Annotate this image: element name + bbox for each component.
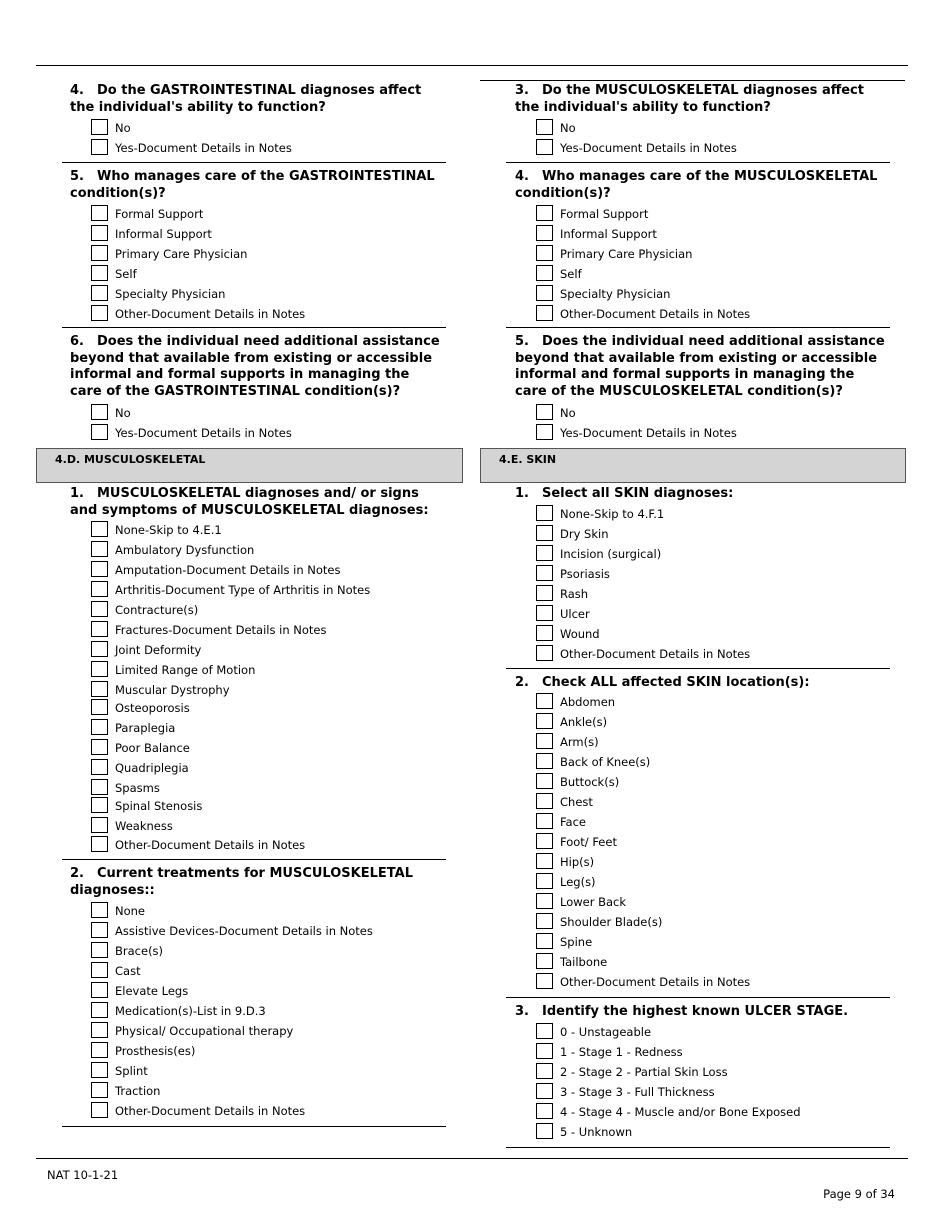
checkbox[interactable] bbox=[536, 1083, 553, 1099]
form-id: NAT 10-1-21 bbox=[47, 1168, 119, 1182]
checkbox[interactable] bbox=[91, 1082, 108, 1098]
checkbox[interactable] bbox=[91, 621, 108, 637]
checkbox[interactable] bbox=[91, 817, 108, 833]
gi-q5-question: 5. Who manages care of the GASTROINTESTINAL condition(s)? bbox=[70, 169, 435, 201]
checkbox[interactable] bbox=[536, 793, 553, 809]
msk-q3-question: 3. Do the MUSCULOSKELETAL diagnoses affect the individual's ability to function? bbox=[515, 83, 864, 115]
checkbox[interactable] bbox=[91, 942, 108, 958]
checkbox[interactable] bbox=[91, 982, 108, 998]
divider bbox=[506, 668, 890, 669]
checkbox[interactable] bbox=[91, 305, 108, 321]
checkbox[interactable] bbox=[536, 813, 553, 829]
divider bbox=[62, 327, 446, 328]
checkbox[interactable] bbox=[536, 1063, 553, 1079]
checkbox[interactable] bbox=[536, 424, 553, 440]
checkbox[interactable] bbox=[536, 305, 553, 321]
divider bbox=[62, 1126, 446, 1127]
checkbox[interactable] bbox=[536, 873, 553, 889]
checkbox[interactable] bbox=[536, 953, 553, 969]
checkbox[interactable] bbox=[536, 913, 553, 929]
divider bbox=[506, 162, 890, 163]
checkbox[interactable] bbox=[91, 779, 108, 795]
checkbox[interactable] bbox=[536, 693, 553, 709]
section-header-musculoskeletal: 4.D. MUSCULOSKELETAL bbox=[36, 448, 463, 483]
checkbox[interactable] bbox=[91, 285, 108, 301]
divider bbox=[506, 327, 890, 328]
checkbox[interactable] bbox=[536, 773, 553, 789]
checkbox[interactable] bbox=[536, 645, 553, 661]
checkbox[interactable] bbox=[91, 902, 108, 918]
checkbox[interactable] bbox=[91, 661, 108, 677]
checkbox[interactable] bbox=[536, 265, 553, 281]
checkbox[interactable] bbox=[91, 521, 108, 537]
checkbox[interactable] bbox=[536, 1023, 553, 1039]
msk-diagnoses-question: 1. MUSCULOSKELETAL diagnoses and/ or signs and symptoms of MUSCULOSKELETAL diagnoses: bbox=[70, 486, 429, 518]
checkbox[interactable] bbox=[91, 424, 108, 440]
checkbox[interactable] bbox=[91, 225, 108, 241]
checkbox[interactable] bbox=[91, 1062, 108, 1078]
divider bbox=[62, 859, 446, 860]
checkbox[interactable] bbox=[91, 119, 108, 135]
checkbox[interactable] bbox=[536, 505, 553, 521]
checkbox[interactable] bbox=[536, 713, 553, 729]
checkbox[interactable] bbox=[91, 581, 108, 597]
footer-rule bbox=[36, 1158, 908, 1159]
checkbox[interactable] bbox=[91, 561, 108, 577]
checkbox[interactable] bbox=[536, 833, 553, 849]
divider bbox=[506, 997, 890, 998]
checkbox[interactable] bbox=[91, 541, 108, 557]
checkbox[interactable] bbox=[536, 525, 553, 541]
checkbox[interactable] bbox=[91, 681, 108, 697]
msk-q5-question: 5. Does the individual need additional assistance beyond that available from existing or accessible informal and formal supports in managing the care of the MUSCULOSKELETAL condition(s)? bbox=[515, 334, 885, 399]
checkbox[interactable] bbox=[536, 245, 553, 261]
right-top-rule bbox=[480, 80, 905, 81]
checkbox[interactable] bbox=[536, 733, 553, 749]
checkbox[interactable] bbox=[91, 719, 108, 735]
checkbox[interactable] bbox=[91, 922, 108, 938]
skin-diagnoses-question: 1. Select all SKIN diagnoses: bbox=[515, 486, 734, 501]
checkbox[interactable] bbox=[536, 973, 553, 989]
checkbox[interactable] bbox=[91, 601, 108, 617]
checkbox[interactable] bbox=[536, 853, 553, 869]
checkbox[interactable] bbox=[91, 205, 108, 221]
checkbox[interactable] bbox=[91, 797, 108, 813]
checkbox[interactable] bbox=[536, 139, 553, 155]
checkbox[interactable] bbox=[536, 404, 553, 420]
checkbox[interactable] bbox=[91, 739, 108, 755]
checkbox[interactable] bbox=[91, 1042, 108, 1058]
divider bbox=[506, 1147, 890, 1148]
checkbox[interactable] bbox=[536, 225, 553, 241]
checkbox[interactable] bbox=[91, 245, 108, 261]
msk-q4-question: 4. Who manages care of the MUSCULOSKELETAL condition(s)? bbox=[515, 169, 878, 201]
checkbox[interactable] bbox=[536, 933, 553, 949]
checkbox[interactable] bbox=[536, 585, 553, 601]
checkbox[interactable] bbox=[91, 265, 108, 281]
checkbox[interactable] bbox=[91, 1002, 108, 1018]
checkbox[interactable] bbox=[91, 641, 108, 657]
checkbox[interactable] bbox=[536, 1043, 553, 1059]
top-rule bbox=[36, 65, 908, 66]
page-number: Page 9 of 34 bbox=[823, 1187, 895, 1201]
checkbox[interactable] bbox=[91, 836, 108, 852]
checkbox[interactable] bbox=[536, 605, 553, 621]
gi-q4-question: 4. Do the GASTROINTESTINAL diagnoses affect the individual's ability to function? bbox=[70, 83, 422, 115]
checkbox[interactable] bbox=[536, 565, 553, 581]
checkbox[interactable] bbox=[536, 545, 553, 561]
checkbox[interactable] bbox=[536, 205, 553, 221]
checkbox[interactable] bbox=[536, 893, 553, 909]
checkbox[interactable] bbox=[91, 1102, 108, 1118]
checkbox[interactable] bbox=[91, 759, 108, 775]
section-header-skin: 4.E. SKIN bbox=[480, 448, 906, 483]
checkbox[interactable] bbox=[91, 139, 108, 155]
skin-locations-question: 2. Check ALL affected SKIN location(s): bbox=[515, 675, 810, 690]
checkbox[interactable] bbox=[91, 1022, 108, 1038]
checkbox[interactable] bbox=[91, 699, 108, 715]
divider bbox=[62, 162, 446, 163]
checkbox[interactable] bbox=[536, 625, 553, 641]
checkbox[interactable] bbox=[536, 1123, 553, 1139]
gi-q6-question: 6. Does the individual need additional assistance beyond that available from existing or accessible informal and formal supports in managing the care of the GASTROINTESTINAL condition(s)? bbox=[70, 334, 440, 399]
checkbox[interactable] bbox=[536, 285, 553, 301]
checkbox[interactable] bbox=[536, 1103, 553, 1119]
checkbox[interactable] bbox=[536, 753, 553, 769]
checkbox[interactable] bbox=[91, 962, 108, 978]
checkbox[interactable] bbox=[91, 404, 108, 420]
checkbox[interactable] bbox=[536, 119, 553, 135]
msk-treatments-question: 2. Current treatments for MUSCULOSKELETAL diagnoses:: bbox=[70, 866, 413, 898]
ulcer-stage-question: 3. Identify the highest known ULCER STAGE. bbox=[515, 1004, 849, 1019]
